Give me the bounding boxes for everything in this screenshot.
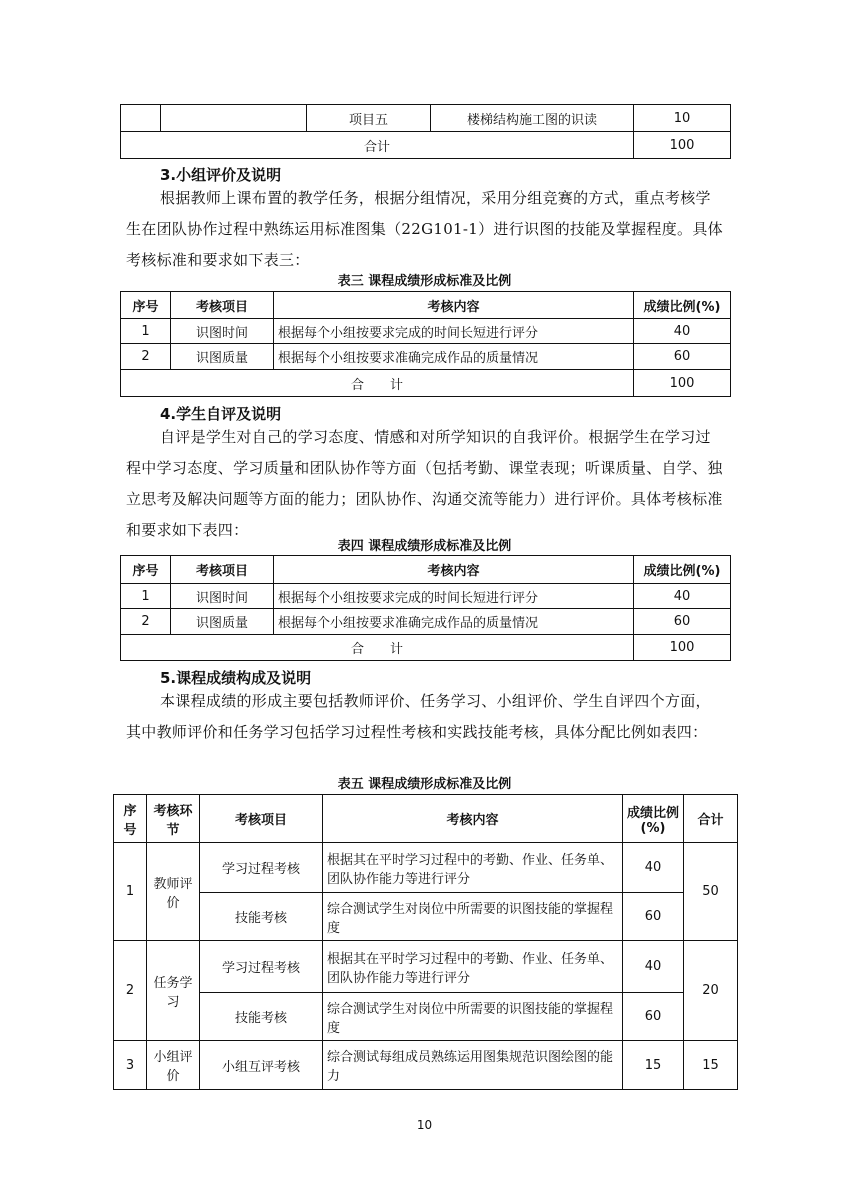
section5-heading: 5.课程成绩构成及说明 bbox=[160, 669, 312, 687]
row-content: 综合测试学生对岗位中所需要的识图技能的掌握程度 bbox=[323, 893, 623, 941]
header-total: 合计 bbox=[684, 795, 738, 843]
cell: 根据每个小组按要求完成的时间长短进行评分 bbox=[274, 584, 634, 609]
header-item: 考核项目 bbox=[200, 795, 323, 843]
row-ratio: 60 bbox=[623, 993, 684, 1041]
table5 bbox=[113, 794, 738, 1090]
row-item: 技能考核 bbox=[200, 993, 323, 1041]
row-content: 综合测试学生对岗位中所需要的识图技能的掌握程度 bbox=[323, 993, 623, 1041]
cell: 60 bbox=[634, 344, 731, 370]
table3 bbox=[120, 291, 731, 397]
group-stage: 任务学习 bbox=[147, 941, 200, 1041]
cell: 识图质量 bbox=[171, 344, 274, 370]
cell: 识图时间 bbox=[171, 319, 274, 344]
total-value: 100 bbox=[634, 370, 731, 397]
row-item: 小组互评考核 bbox=[200, 1041, 323, 1090]
header-stage: 考核环节 bbox=[147, 795, 200, 843]
table3-caption: 表三 课程成绩形成标准及比例 bbox=[337, 274, 512, 289]
cell: 识图质量 bbox=[171, 609, 274, 635]
group-seq: 3 bbox=[114, 1041, 147, 1090]
group-seq: 2 bbox=[114, 941, 147, 1041]
total-label: 合计 bbox=[121, 132, 634, 159]
cell: 60 bbox=[634, 609, 731, 635]
row-ratio: 60 bbox=[623, 893, 684, 941]
header-seq: 序号 bbox=[121, 556, 171, 584]
group-stage: 小组评价 bbox=[147, 1041, 200, 1090]
page-number: 10 bbox=[416, 1118, 433, 1132]
row-ratio: 40 bbox=[623, 843, 684, 893]
row-item: 学习过程考核 bbox=[200, 843, 323, 893]
project-cell: 项目五 bbox=[307, 105, 431, 132]
cell: 根据每个小组按要求完成的时间长短进行评分 bbox=[274, 319, 634, 344]
row-item: 技能考核 bbox=[200, 893, 323, 941]
cell: 2 bbox=[121, 344, 171, 370]
cell: 1 bbox=[121, 319, 171, 344]
empty-cell bbox=[161, 105, 307, 132]
section3-heading: 3.小组评价及说明 bbox=[160, 166, 282, 184]
cell: 根据每个小组按要求准确完成作品的质量情况 bbox=[274, 609, 634, 635]
header-item: 考核项目 bbox=[171, 292, 274, 319]
cell: 根据每个小组按要求准确完成作品的质量情况 bbox=[274, 344, 634, 370]
total-value: 100 bbox=[634, 635, 731, 661]
total-value: 100 bbox=[634, 132, 731, 159]
section3-paragraph: 根据教师上课布置的教学任务，根据分组情况，采用分组竞赛的方式，重点考核学生在团队协作过程中熟练运用标准图集（22G101-1）进行识图的技能及掌握程度。具体考核标准和要求如下表三： bbox=[126, 189, 723, 269]
total-label: 合 计 bbox=[121, 370, 634, 397]
section5-paragraph: 本课程成绩的形成主要包括教师评价、任务学习、小组评价、学生自评四个方面，其中教师评价和任务学习包括学习过程性考核和实践技能考核，具体分配比例如表四： bbox=[126, 692, 711, 741]
group-total: 20 bbox=[684, 941, 738, 1041]
header-content: 考核内容 bbox=[274, 556, 634, 584]
header-seq: 序号 bbox=[121, 292, 171, 319]
ratio-cell: 10 bbox=[634, 105, 731, 132]
cell: 40 bbox=[634, 584, 731, 609]
empty-cell bbox=[121, 105, 161, 132]
cell: 识图时间 bbox=[171, 584, 274, 609]
header-seq: 序号 bbox=[114, 795, 147, 843]
header-item: 考核项目 bbox=[171, 556, 274, 584]
header-ratio: 成绩比例(%) bbox=[634, 292, 731, 319]
section4-heading: 4.学生自评及说明 bbox=[160, 405, 282, 423]
header-content: 考核内容 bbox=[274, 292, 634, 319]
table5-caption: 表五 课程成绩形成标准及比例 bbox=[337, 777, 512, 792]
row-ratio: 15 bbox=[623, 1041, 684, 1090]
section4-paragraph: 自评是学生对自己的学习态度、情感和对所学知识的自我评价。根据学生在学习过程中学习态度、学习质量和团队协作等方面（包括考勤、课堂表现；听课质量、自学、独立思考及解决问题等方面的能力；团队协作、沟通交流等能力）进行评价。具体考核标准和要求如下表四： bbox=[126, 428, 723, 539]
row-content: 综合测试每组成员熟练运用图集规范识图绘图的能力 bbox=[323, 1041, 623, 1090]
content-cell: 楼梯结构施工图的识读 bbox=[431, 105, 634, 132]
row-content: 根据其在平时学习过程中的考勤、作业、任务单、团队协作能力等进行评分 bbox=[323, 941, 623, 993]
header-content: 考核内容 bbox=[323, 795, 623, 843]
cell: 1 bbox=[121, 584, 171, 609]
row-item: 学习过程考核 bbox=[200, 941, 323, 993]
cell: 2 bbox=[121, 609, 171, 635]
total-label: 合 计 bbox=[121, 635, 634, 661]
table4 bbox=[120, 555, 731, 661]
top-table bbox=[120, 104, 731, 159]
group-total: 50 bbox=[684, 843, 738, 941]
cell: 40 bbox=[634, 319, 731, 344]
header-ratio: 成绩比例(%) bbox=[623, 795, 684, 843]
group-stage: 教师评价 bbox=[147, 843, 200, 941]
group-total: 15 bbox=[684, 1041, 738, 1090]
row-ratio: 40 bbox=[623, 941, 684, 993]
row-content: 根据其在平时学习过程中的考勤、作业、任务单、团队协作能力等进行评分 bbox=[323, 843, 623, 893]
header-ratio: 成绩比例(%) bbox=[634, 556, 731, 584]
group-seq: 1 bbox=[114, 843, 147, 941]
table4-caption: 表四 课程成绩形成标准及比例 bbox=[337, 539, 512, 554]
